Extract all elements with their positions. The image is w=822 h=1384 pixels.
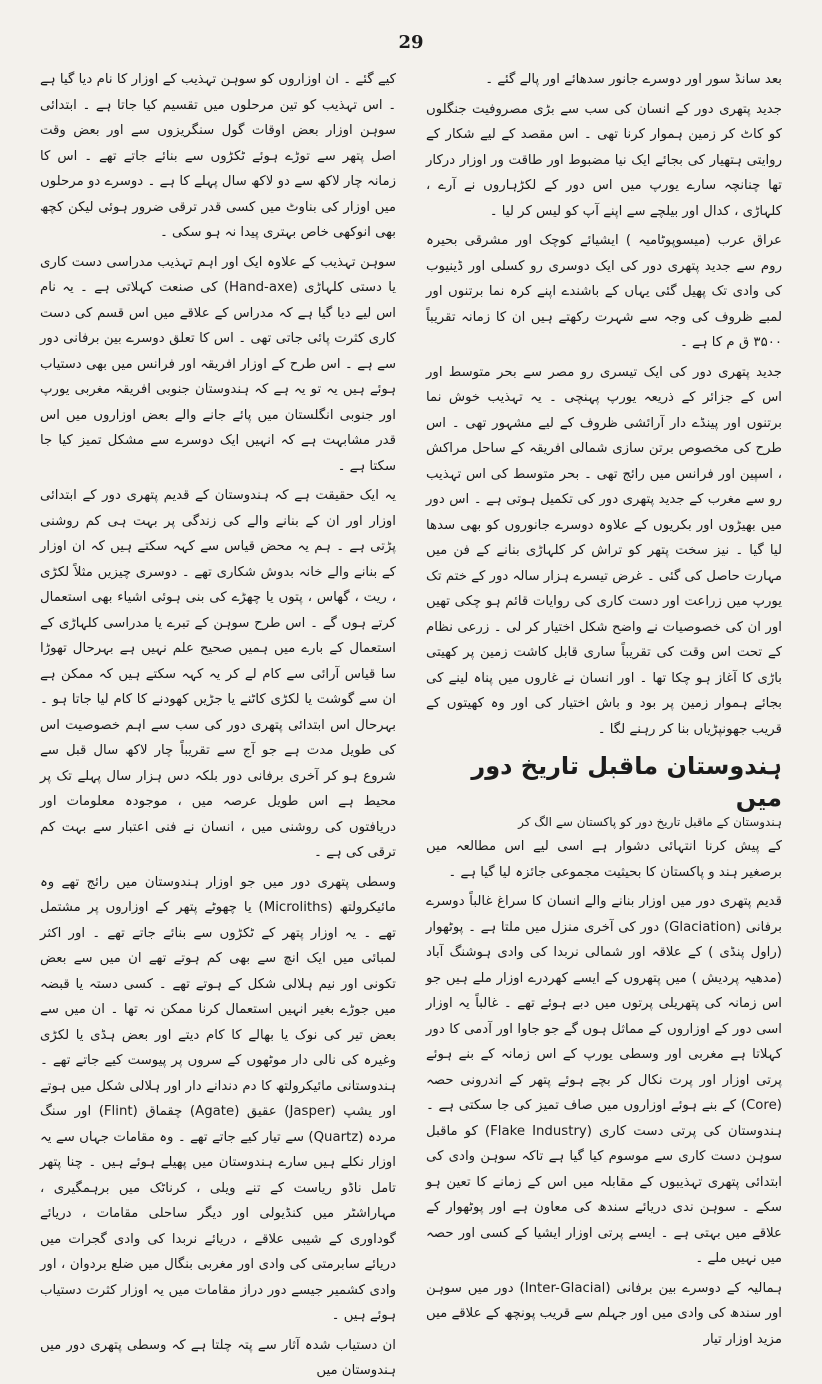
paragraph: وسطی پتھری دور میں جو اوزار ہندوستان میں رائج تھے وہ مائیکرولتھ (Microliths) یا چھوٹے پتھر کے اوزاروں پر مشتمل تھے ۔ یہ اوزار پتھر کے ٹکڑوں سے بنائے جاتے تھے ۔ اور اکثر لمبائی میں ایک انچ سے بھی کم ہوتے تھے ان میں سے بعض تکونی اور نیم ہلالی شکل کے ہوتے تھے ۔ کسی دستہ یا قبضہ میں جوڑے بغیر انہیں استعمال کرنا ممکن نہ تھا ۔ ان میں سے بعض تیر کی نوک یا بھالے کا کام دیتے اور بعض ہڈی یا لکڑی وغیرہ کی نالی دار موٹھوں کے سروں پر پیوست کیے جاتے تھے ۔ ہندوستانی مائیکرولتھ کا دم دندانے دار اور ہلالی شکل میں ہوتے اور یشپ (Jasper) عقیق (Agate) چقماق (Flint) اور سنگ مردہ (Quartz) سے تیار کیے جاتے تھے ۔ وہ مقامات جہاں سے یہ اوزار نکلے ہیں سارے ہندوستان میں پھیلے ہوئے ہیں ۔ چنا پتھر تامل ناڈو ریاست کے تنے ویلی ، کرناٹک میں برہمگیری ، مہاراشٹر میں کنڈیولی اور دیگر ساحلی مقامات ، دریائے گوداوری کے شیبی علاقے ، دریائے نربدا کی وادی گجرات میں دریائے سابرمتی کی وادی اور مغربی بنگال میں ضلع بردوان ، اور وادی کشمیر جیسے دور دراز مقامات میں یہ اوزار کثرت دستیاب ہوئے ہیں ۔: [40, 874, 397, 1323]
right-column: [426, 67, 783, 1347]
section-heading-note: ہندوستان کے ماقبل تاریخ دور کو پاکستان سے الگ کر: [518, 815, 782, 829]
paragraph: کے پیش کرنا انتہائی دشوار ہے اسی لیے اس مطالعہ میں برصغیر ہند و پاکستان کا بحیثیت مجموعی جائزہ لیا گیا ہے ۔: [426, 839, 782, 880]
paragraph: جدید پتھری دور کی ایک تیسری رو مصر سے بحر متوسط اور اس کے جزائر کے ذریعہ یورپ پہنچی ۔ یہ تہذیب خوش نما برتنوں اور پینڈے دار آرائشی ظروف کے لیے مشہور تھی ۔ اس طرح کی مخصوص برتن سازی شمالی افریقہ کے ساحل مراکش ، اسپین اور فرانس میں رائج تھی ۔ بحر متوسط کی اس تہذیب رو سے مغرب کے جدید پتھری دور کی تکمیل ہوتی ہے ۔ اس دور میں بھیڑوں اور بکریوں کے علاوہ دوسرے جانوروں کو بھی سدھا لیا گیا ۔ نیز سخت پتھر کو تراش کر کلہاڑی بنانے کے فن میں مہارت حاصل کی گئی ۔ غرض تیسرے ہزار سالہ دور کے ختم تک یورپ میں زراعت اور دست کاری کی روایات قائم ہو چکی تھیں اور ان کی خصوصیات نے واضح شکل اختیار کر لی ۔ زرعی نظام کے تحت اس وقت کی تقریباً ساری قابل کاشت زمین پر کھیتی باڑی کا آغاز ہو چکا تھا ۔ اور انسان نے غاروں میں پناہ لینے کی بجائے ہموار زمین پر بود و باش اختیار کی اور وہ کھیتوں کے قریب جھونپڑیاں بنا کر رہنے لگا ۔: [426, 364, 782, 737]
paragraph: ہمالیہ کے دوسرے بین برفانی (Inter-Glacial) دور میں سوہن اور سندھ کی وادی میں اور جہلم سے قریب پونچھ کے علاقے میں مزید اوزار تیار: [426, 1280, 782, 1347]
paragraph: کیے گئے ۔ ان اوزاروں کو سوہن تہذیب کے اوزار کا نام دیا گیا ہے ۔ اس تہذیب کو تین مرحلوں میں تقسیم کیا جاتا ہے ۔ ابتدائی سوہن اوزار بعض اوقات گول سنگریزوں سے اور بعض وقت اصل پتھر سے توڑے ہوئے ٹکڑوں سے بنائے جاتے تھے ۔ اس کا زمانہ چار لاکھ سے دو لاکھ سال پہلے کا ہے ۔ دوسرے دو مرحلوں میں اوزار کی بناوٹ میں کسی قدر ترقی ضرور ہوئی لیکن کچھ بھی انوکھی خاص بہتری پیدا نہ ہو سکی ۔: [40, 72, 396, 240]
left-column: [40, 67, 397, 1378]
paragraph: بعد سانڈ سور اور دوسرے جانور سدھائے اور پالے گئے ۔: [485, 72, 782, 87]
section-heading: ہندوستان ماقبل تاریخ دور میں: [471, 752, 782, 812]
paragraph: قدیم پتھری دور میں اوزار بنانے والے انسان کا سراغ غالباً دوسرے برفانی (Glaciation) دور کی آخری منزل میں ملتا ہے ۔ پوٹھوار (راول پنڈی ) کے علاقہ اور شمالی نربدا کی وادی ہوشنگ آباد (مدھیہ پردیش ) میں پتھروں کے ایسے کھردرے اوزار ملے ہیں جو اس زمانہ کی پتھریلی پرتوں میں دبے ہوئے تھے ۔ غالباً یہ اوزار اسی دور کے اوزاروں کے مماثل ہوں گے جو جاوا اور آدمی کا دور کہلاتا ہے مغربی اور وسطی یورپ کے اس زمانہ کے بنے ہوئے پرتی اوزار اور پرت نکال کر بچے ہوئے پتھر کے اندرونی حصہ (Core) کے بنے ہوئے اوزاروں میں صاف تمیز کی جا سکتی ہے ۔ ہندوستان کی پرتی دست کاری (Flake Industry) کو ماقبل سوہن دست کاری سے موسوم کیا گیا ہے تاکہ سوہن وادی کی ابتدائی پتھری تہذیبوں کے مقابلہ میں اس کے زمانے کا تعین ہو سکے ۔ سوہن ندی دریائے سندھ کی معاون ہے اور پوٹھوار کے علاقے میں بہتی ہے ۔ ایسے پرتی اوزار ایشیا کے کسی اور حصہ میں نہیں ملے ۔: [426, 894, 783, 1266]
paragraph: ان دستیاب شدہ آثار سے پتہ چلتا ہے کہ وسطی پتھری دور میں ہندوستان میں: [40, 1337, 396, 1378]
paragraph: سوہن تہذیب کے علاوہ ایک اور اہم تہذیب مدراسی دست کاری یا دستی کلہاڑی (Hand-axe) کی صنعت کہلاتی ہے ۔ یہ نام اس لیے دیا گیا ہے کہ مدراس کے علاقے میں اس قسم کی دست کاری کثرت پائی جاتی تھی ۔ اس کا تعلق دوسرے بین برفانی دور سے ہے ۔ اس طرح کے اوزار افریقہ اور فرانس میں بھی دستیاب ہوئے ہیں یہ تو یہ ہے کہ ہندوستان جنوبی افریقہ مغربی یورپ اور جنوبی انگلستان میں پائے جانے والے بعض اوزاروں میں اس قدر مشابہت ہے کہ انہیں ایک دوسرے سے مشکل تمیز کیا جا سکتا ہے ۔: [40, 254, 397, 474]
text-columns: [40, 67, 783, 1378]
page-number: 29: [398, 32, 424, 53]
paragraph: یہ ایک حقیقت ہے کہ ہندوستان کے قدیم پتھری دور کے ابتدائی اوزار اور ان کے بنانے والے کی زندگی پر بہت ہی کم روشنی پڑتی ہے ۔ ہم یہ محض قیاس سے کہہ سکتے ہیں کہ ان اوزار کے بنانے والے خانہ بدوش شکاری تھے ۔ دوسری چیزیں مثلاً لکڑی ، ریت ، گھاس ، پتوں یا چھڑے کی بنی ہوئی اشیاء بھی استعمال کرتے ہوں گے ۔ اس طرح سوہن کے تبرے یا مدراسی کلہاڑی کے استعمال کے بارے میں ہمیں صحیح علم نہیں ہے بہرحال تھوڑا سا قیاس آرائی سے کام لے کر یہ کہہ سکتے ہیں کہ ممکن ہے ان سے گوشت یا لکڑی کاٹنے یا جڑیں کھودنے کا کام لیا جاتا ہو ۔ بہرحال اس ابتدائی پتھری دور کی سب سے اہم خصوصیت اس کی طویل مدت ہے جو آج سے تقریباً چار لاکھ سال قبل سے شروع ہو کر آخری برفانی دور بلکہ دس ہزار سال پہلے تک پر محیط ہے اس طویل عرصہ میں ، موجودہ معلومات اور دریافتوں کی روشنی میں ، انسان نے فنی اعتبار سے بہت کم ترقی کی ہے ۔: [40, 488, 396, 860]
paragraph: جدید پتھری دور کے انسان کی سب سے بڑی مصروفیت جنگلوں کو کاٹ کر زمین ہموار کرنا تھی ۔ اس مقصد کے لیے شکار کے روایتی ہتھیار کی بجائے ایک نیا مضبوط اور طاقت ور اوزار درکار تھا چنانچہ سارے یورپ میں اس دور کے لکڑہاروں نے آرے ، کلہاڑی ، کدال اور بیلچے سے اپنے آپ کو لیس کر لیا ۔: [426, 101, 782, 219]
paragraph: عراق عرب (میسوپوٹامیہ ) ایشیائے کوچک اور مشرقی بحیرہ روم سے جدید پتھری دور کی ایک دوسری رو کسلی اور ڈینیوب کی وادی تک پھیل گئی یہاں کے باشندے اپنے کرہ نما برتنوں اور لمبے ظروف کی وجہ سے شہرت رکھتے ہیں ان کا زمانہ تقریباً ۳۵۰۰ ق م کا ہے ۔: [426, 233, 782, 350]
